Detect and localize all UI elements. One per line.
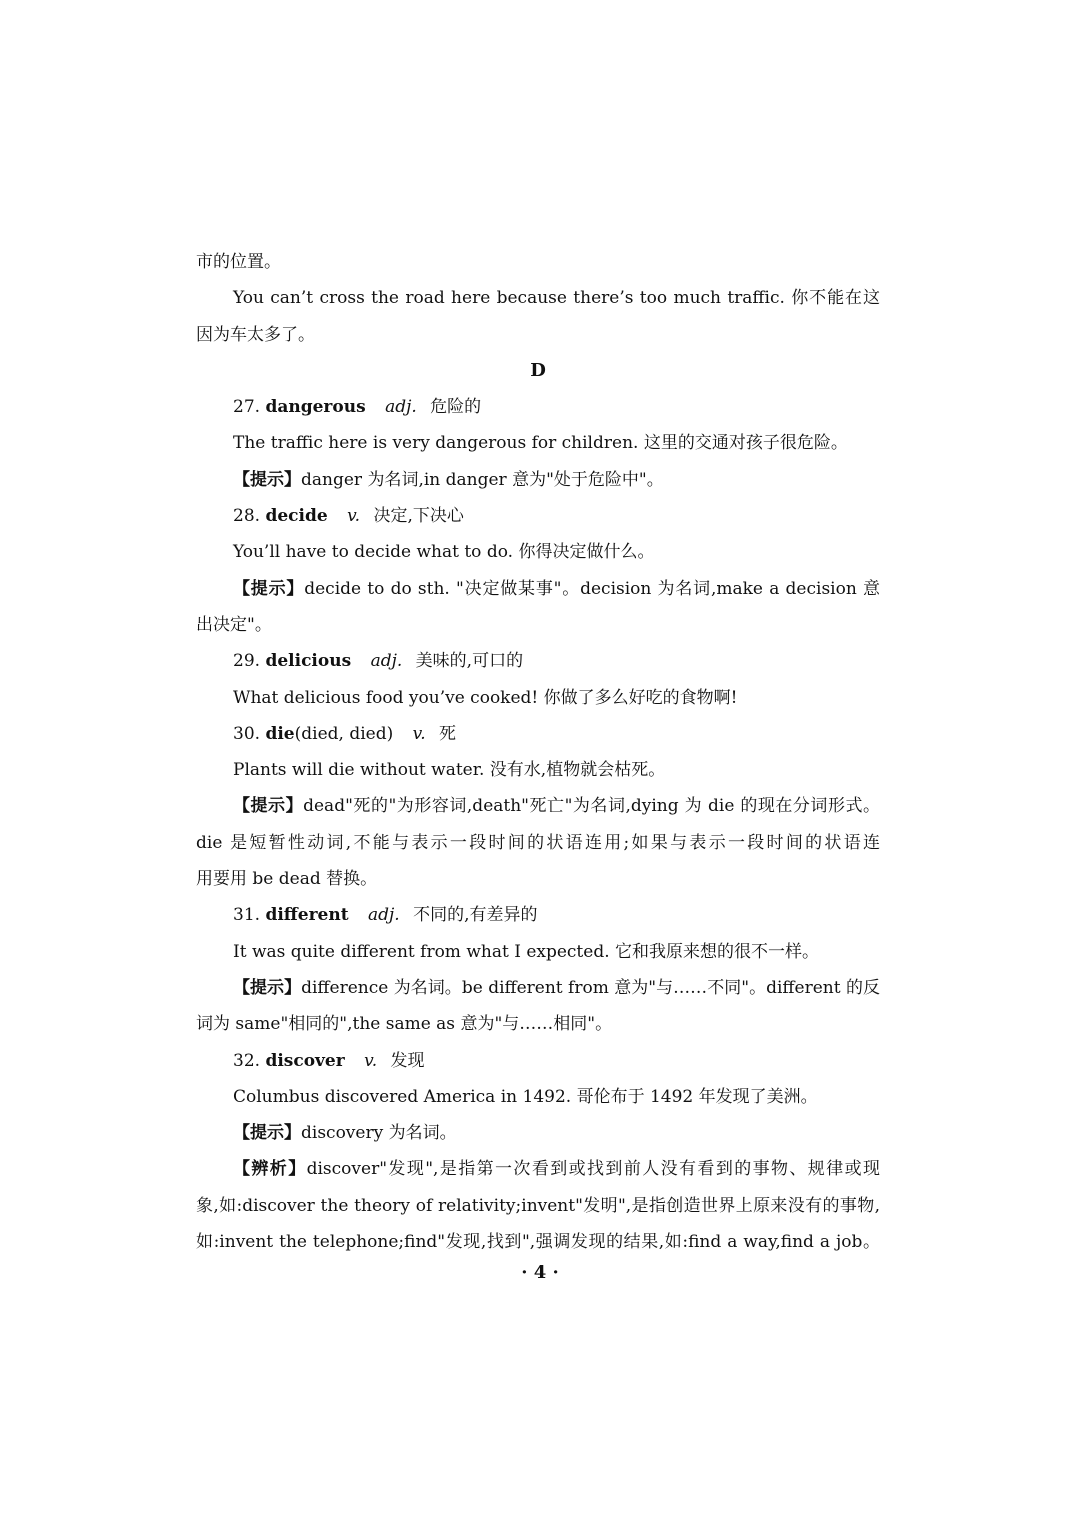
entry-word: die (265, 723, 295, 744)
text-line: You can’t cross the road here because there’s too much traffic. 你不能在这 (233, 288, 880, 309)
text-line: 如:invent the telephone;find"发现,找到",强调发现的结果,如:find a way,find a job。 (196, 1232, 880, 1253)
entry-heading (196, 643, 880, 679)
analysis-text: discover"发现",是指第一次看到或找到前人没有看到的事物、规律或现 (306, 1159, 880, 1180)
entry-pos: adj. (385, 397, 417, 418)
hint-line (196, 970, 880, 1006)
text-line: 词为 same"相同的",the same as 意为"与……相同"。 (196, 1014, 613, 1035)
analysis-tag: 【辨析】 (233, 1159, 307, 1180)
entry-meaning: 危险的 (430, 397, 482, 418)
text-line: die 是短暂性动词,不能与表示一段时间的状语连用;如果与表示一段时间的状语连 (196, 832, 880, 853)
example-sentence: Plants will die without water. 没有水,植物就会枯死。 (233, 760, 666, 781)
entry-word: discover (265, 1050, 345, 1071)
entry-pos: v. (364, 1050, 378, 1071)
entry-meaning: 发现 (390, 1050, 425, 1071)
entry-number: 28. (233, 506, 261, 527)
hint-line (196, 462, 880, 498)
text-line: 用要用 be dead 替换。 (196, 869, 378, 890)
entry-pos: v. (347, 506, 361, 527)
entry-number: 31. (233, 905, 261, 926)
page-content (196, 244, 880, 1260)
entry-word: different (265, 905, 349, 926)
section-heading: D (530, 359, 546, 381)
entry-word: delicious (265, 651, 352, 672)
hint-text: dead"死的"为形容词,death"死亡"为名词,dying 为 die 的现在分词形式。 (303, 796, 880, 817)
entry-meaning: 决定,下决心 (373, 506, 464, 527)
hint-tag: 【提示】 (233, 1123, 301, 1144)
hint-text: discovery 为名词。 (301, 1123, 457, 1144)
example-sentence: What delicious food you’ve cooked! 你做了多么好吃的食物啊! (233, 687, 738, 708)
entry-number: 29. (233, 651, 261, 672)
hint-line (196, 1115, 880, 1151)
entry-heading (196, 897, 880, 933)
hint-text: decide to do sth. "决定做某事"。decision 为名词,make a decision 意 (304, 578, 880, 599)
entry-heading (196, 716, 880, 752)
entry-pos: adj. (370, 651, 403, 672)
entry-meaning: 死 (439, 723, 457, 744)
entry-meaning: 美味的,可口的 (415, 651, 524, 672)
entry-word: decide (265, 506, 328, 527)
analysis-line (196, 1151, 880, 1187)
text-line: 出决定"。 (196, 614, 272, 635)
example-sentence: It was quite different from what I expected. 它和我原来想的很不一样。 (233, 941, 820, 962)
entry-forms: (died, died) (294, 723, 394, 744)
entry-heading (196, 1043, 880, 1079)
entry-heading (196, 498, 880, 534)
page-number: · 4 · (521, 1262, 559, 1283)
hint-tag: 【提示】 (233, 469, 301, 490)
text-line: 象,如:discover the theory of relativity;invent"发明",是指创造世界上原来没有的事物, (196, 1195, 880, 1216)
example-sentence: Columbus discovered America in 1492. 哥伦布于 1492 年发现了美洲。 (233, 1086, 818, 1107)
text-line: 因为车太多了。 (196, 324, 315, 345)
example-sentence: The traffic here is very dangerous for children. 这里的交通对孩子很危险。 (233, 433, 848, 454)
hint-line (196, 788, 880, 824)
entry-number: 30. (233, 723, 261, 744)
hint-line (196, 571, 880, 607)
entry-pos: adj. (367, 905, 400, 926)
entry-number: 32. (233, 1050, 261, 1071)
hint-tag: 【提示】 (233, 578, 305, 599)
text-line: 市的位置。 (196, 252, 281, 272)
entry-number: 27. (233, 397, 261, 418)
example-sentence: You’ll have to decide what to do. 你得决定做什么。 (233, 542, 655, 563)
entry-heading (196, 389, 880, 425)
hint-tag: 【提示】 (233, 796, 304, 817)
hint-tag: 【提示】 (233, 977, 302, 998)
hint-text: danger 为名词,in danger 意为"处于危险中"。 (301, 469, 664, 490)
entry-meaning: 不同的,有差异的 (413, 905, 538, 926)
hint-text: difference 为名词。be different from 意为"与……不同"。different 的反 (301, 977, 880, 998)
entry-word: dangerous (265, 397, 366, 418)
entry-pos: v. (412, 723, 426, 744)
